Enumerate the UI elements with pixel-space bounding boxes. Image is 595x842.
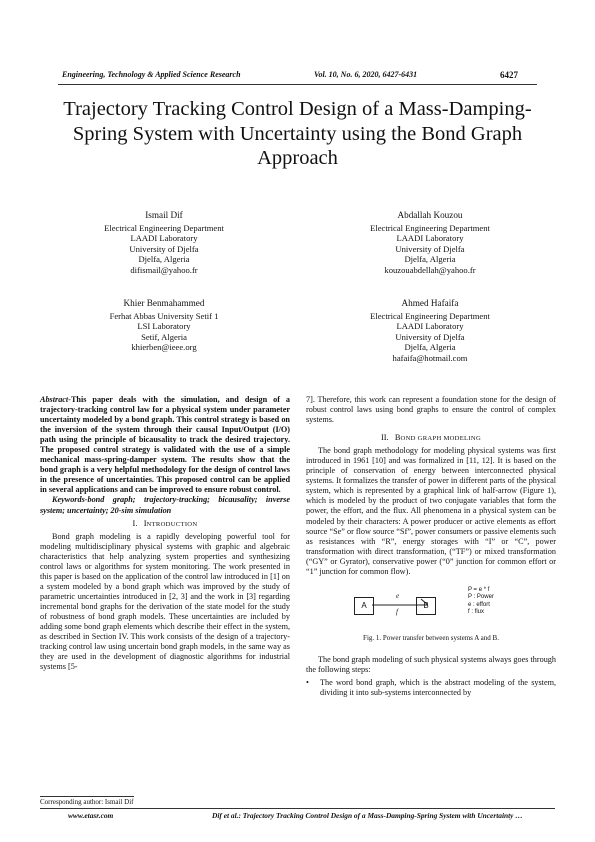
author-email: hafaifa@hotmail.com — [392, 352, 468, 363]
author-name: Abdallah Kouzou — [397, 210, 463, 220]
keywords: Keywords-bond graph; trajectory-tracking; bicausality; inverse system; uncertainty; 20-sim simulation — [40, 495, 290, 515]
system-b-box: B — [416, 597, 436, 615]
section-number: I. — [132, 518, 138, 528]
abstract — [40, 395, 290, 495]
section-number: II. — [380, 433, 389, 443]
section-title-initial: I — [143, 518, 147, 528]
author-email: kouzouabdellah@yahoo.fr — [384, 264, 476, 275]
author-email: khierben@ieee.org — [131, 342, 197, 352]
section-title-rest: OND GRAPH MODELING — [400, 435, 482, 443]
author-affil: University of Djelfa — [129, 243, 199, 254]
author-affil: University of Djelfa — [395, 243, 465, 254]
author-affil: University of Djelfa — [395, 331, 465, 342]
legend-line: P = e * f — [468, 586, 490, 593]
author-affil: LAADI Laboratory — [130, 233, 198, 243]
section-title-rest: NTRODUCTION — [146, 520, 198, 528]
legend-line: P : Power — [468, 594, 494, 601]
footer-citation: Dif et al.: Trajectory Tracking Control Design of a Mass-Damping-Spring System with Uncertainty … — [212, 811, 523, 820]
left-column — [40, 395, 290, 672]
paper-title: Trajectory Tracking Control Design of a Mass-Damping-Spring System with Uncertainty using the Bond Graph Approach — [63, 98, 532, 169]
list-item — [306, 678, 556, 698]
figure-1 — [306, 587, 556, 629]
abstract-text: This paper deals with the simulation, and design of a trajectory-tracking control law for a physical system under parameter uncertainty modeled by a bond graph. This control strategy is based on the inversion of the system through their causal Input/Output (I/O) path using the principle of bicausality to track the desired trajectory. The proposed control strategy is validated with the use of a simple mechanical mass-spring-damper system. The results show that the bond graph is a very helpful methodology for the design of control laws in the presence of uncertainties. This proposed control can be applied in several applications and can be improved to ensure robust control. — [40, 395, 290, 495]
author-block-3 — [59, 298, 269, 353]
legend-line: f : flux — [468, 609, 485, 616]
header-rule — [58, 84, 537, 85]
author-affil: Electrical Engineering Department — [370, 310, 490, 321]
author-affil: LAADI Laboratory — [396, 321, 464, 331]
author-affil: Ferhat Abbas University Setif 1 — [109, 310, 219, 321]
author-affil: Electrical Engineering Department — [104, 222, 224, 233]
author-name: Ismail Dif — [145, 210, 183, 220]
flux-label: f — [396, 607, 398, 616]
bond-graph-paragraph: The bond graph methodology for modeling physical systems was first introduced in 1961 [10] and was formalized in [11, 12]. It is based on the principle of conservation of energy between interconnected physical systems. It formalizes the transfer of power in different parts of the physical system, which is represented by a graphical link of half-arrow (Figure 1), which is modeled by the product of two conjugate variables that form the power, the effort, and the flux. All phenomena in a physical system can be modeled by their characters: A power producer or active elements as effort source “Se” or flow source “Sf”, power consumers or passive elements such as resistances with “R”, energy storages with “I” or “C”, power transformation with direct transformation, (“TF”) or mixed transformation (“GY” or Gyrator), conservative power (“0” junction for common effort or “1” junction for common flow). — [306, 446, 556, 576]
footnote-rule — [40, 796, 134, 797]
footer-rule — [40, 808, 555, 809]
list-item-text: The word bond graph, which is the abstract modeling of the system, dividing it into sub-systems interconnected by — [320, 677, 556, 697]
section-title-initial: B — [394, 433, 401, 443]
intro-continuation: 7]. Therefore, this work can represent a foundation stone for the design of robust control laws using bond graphs to ensure the control of complex systems. — [306, 395, 556, 425]
corresponding-author: Corresponding author: Ismail Dif — [40, 798, 134, 806]
page-number: 6427 — [500, 70, 518, 80]
modeling-steps-intro: The bond graph modeling of such physical systems always goes through the following steps: — [306, 654, 556, 674]
website-link[interactable]: www.etasr.com — [68, 811, 114, 820]
author-affil: Electrical Engineering Department — [370, 222, 490, 233]
effort-label: e — [396, 591, 400, 600]
author-name: Ahmed Hafaifa — [401, 298, 459, 308]
author-affil: LSI Laboratory — [137, 321, 191, 331]
author-name: Khier Benmahammed — [123, 298, 205, 308]
author-block-4 — [325, 298, 535, 363]
right-column — [306, 395, 556, 698]
author-affil: Setif, Algeria — [141, 331, 187, 342]
author-email: difismail@yahoo.fr — [130, 264, 198, 275]
system-a-box: A — [354, 597, 374, 615]
author-affil: Djelfa, Algeria — [404, 342, 456, 352]
journal-name: Engineering, Technology & Applied Science Research — [62, 70, 241, 79]
author-affil: LAADI Laboratory — [396, 233, 464, 243]
bullet-icon: • — [306, 677, 309, 687]
section-heading-introduction — [40, 519, 290, 530]
intro-paragraph: Bond graph modeling is a rapidly developing powerful tool for modeling multidisciplinary physical systems with graphic and algebraic characteristics that help analyzing system properties and synthesizing control laws or algorithms for system monitoring. The work presented in this paper is based on the application of the control law introduced in [1] on a system modeled by a bond graph which was improved by the study of parametric uncertainties introduced in [2, 3] and the work in [3] regarding incremental bond graphs for the derivation of the state model for the study of robustness of bond graph models. These uncertainties are included by adding some bond graph elements which describe their effect in the system, as described in Section IV. This work consists of the design of a trajectory-tracking control law using uncertain bond graph models, in the same way as they are used in the development of diagnostic algorithms for industrial systems [5- — [40, 531, 290, 672]
author-block-1 — [59, 210, 269, 275]
author-block-2 — [325, 210, 535, 275]
author-affil: Djelfa, Algeria — [404, 254, 456, 264]
legend-line: e : effort — [468, 601, 490, 608]
volume-info: Vol. 10, No. 6, 2020, 6427-6431 — [314, 70, 418, 79]
section-heading-bond-graph — [306, 433, 556, 444]
figure-caption: Fig. 1. Power transfer between systems A and B. — [363, 633, 499, 642]
figure-legend — [468, 587, 494, 617]
author-affil: Djelfa, Algeria — [138, 254, 190, 264]
abstract-label: Abstract- — [40, 395, 71, 404]
